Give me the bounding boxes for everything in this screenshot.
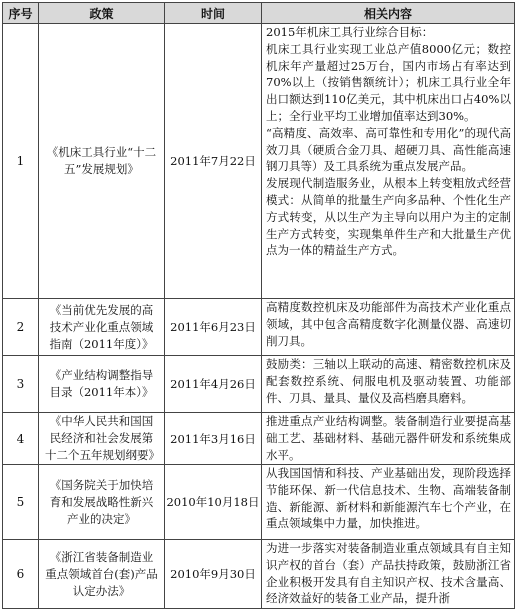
policy-date: 2011年7月22日	[165, 24, 262, 299]
policy-date: 2011年4月26日	[165, 356, 262, 413]
row-number: 1	[3, 24, 39, 299]
table-row	[3, 299, 515, 356]
header-policy: 政策	[39, 3, 165, 24]
policy-date: 2011年6月23日	[165, 299, 262, 356]
policy-table	[2, 2, 515, 609]
policy-content	[262, 413, 515, 465]
header-content: 相关内容	[262, 3, 515, 24]
row-number: 4	[3, 413, 39, 465]
content-paragraph: 2015年机床工具行业综合目标：	[266, 25, 434, 39]
policy-name: 《机床工具行业“十二五”发展规划》	[39, 24, 165, 299]
content-paragraph: 为进一步落实对装备制造业重点领域具有自主知识产权的首台（套）产品扶持政策，鼓励浙江省企业积极开发具有自主知识产权、技术含量高、经济效益好的装备工业产品，提升浙	[266, 541, 511, 606]
header-time: 时间	[165, 3, 262, 24]
table-row	[3, 356, 515, 413]
header-row	[3, 3, 515, 24]
table-row	[3, 24, 515, 299]
policy-name: 《当前优先发展的高技术产业化重点领域指南（2011年度）》	[39, 299, 165, 356]
row-number: 2	[3, 299, 39, 356]
policy-content	[262, 24, 515, 299]
policy-content	[262, 299, 515, 356]
content-paragraph: 高精度数控机床及功能部件为高技术产业化重点领域，其中包含高精度数字化测量仪器、高速切削刀具。	[266, 300, 511, 348]
row-number: 3	[3, 356, 39, 413]
policy-name: 《产业结构调整指导目录（2011年本）》	[39, 356, 165, 413]
content-paragraph: 推进重点产业结构调整。装备制造行业要提高基础工艺、基础材料、基础元器件研发和系统集成水平。	[266, 414, 511, 462]
table-row	[3, 413, 515, 465]
content-paragraph: 机床工具行业实现工业总产值8000亿元；数控机床年产量超过25万台，国内市场占有率达到70%以上（按销售额统计）；机床工具行业全年出口额达到110亿美元，其中机床出口占40%以上；全行业平均工业增加值率达到30%。	[266, 41, 511, 123]
policy-date: 2010年10月18日	[165, 465, 262, 540]
header-no: 序号	[3, 3, 39, 24]
content-paragraph: “高精度、高效率、高可靠性和专用化”的现代高效刀具（硬质合金刀具、超硬刀具、高性能高速钢刀具等）及工具系统为重点发展产品。	[266, 125, 511, 174]
table-row	[3, 465, 515, 540]
policy-date: 2010年9月30日	[165, 540, 262, 609]
policy-content	[262, 356, 515, 413]
content-paragraph: 从我国国情和科技、产业基础出发，现阶段选择节能环保、新一代信息技术、生物、高端装备制造、新能源、新材料和新能源汽车七个产业，在重点领域集中力量，加快推进。	[266, 466, 511, 531]
row-number: 5	[3, 465, 39, 540]
content-paragraph: 发展现代制造服务业，从根本上转变粗放式经营模式：从简单的批量生产向多品种、个性化生产方式转变，从以生产为主导向以用户为主的定制生产方式转变，实现集单件生产和大批量生产优点为一体的精益生产方式。	[266, 176, 511, 258]
policy-content	[262, 465, 515, 540]
policy-content	[262, 540, 515, 609]
policy-name: 《浙江省装备制造业重点领域首台(套)产品认定办法》	[39, 540, 165, 609]
policy-name: 《国务院关于加快培育和发展战略性新兴产业的决定》	[39, 465, 165, 540]
policy-name: 《中华人民共和国国民经济和社会发展第十二个五年规划纲要》	[39, 413, 165, 465]
row-number: 6	[3, 540, 39, 609]
table-row	[3, 540, 515, 609]
policy-date: 2011年3月16日	[165, 413, 262, 465]
content-paragraph: 鼓励类：三轴以上联动的高速、精密数控机床及配套数控系统、伺服电机及驱动装置、功能部件、刀具、量具、量仪及高档磨具磨料。	[266, 357, 511, 405]
